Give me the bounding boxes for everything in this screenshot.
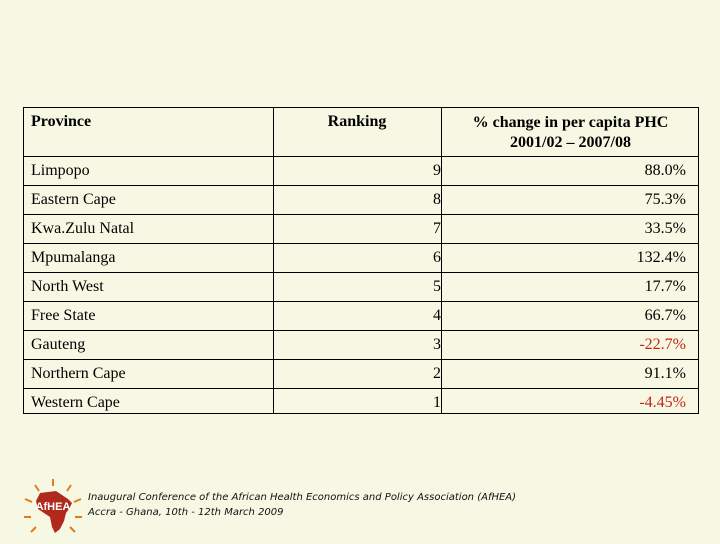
pct-change-cell: 91.1%	[644, 365, 686, 382]
pct-change-cell: 88.0%	[644, 162, 686, 179]
pct-change-cell: 66.7%	[644, 307, 686, 324]
province-cell: Eastern Cape	[31, 191, 116, 208]
conference-footer	[88, 490, 516, 520]
province-cell: Limpopo	[31, 162, 90, 179]
ranking-cell: 1	[433, 394, 441, 411]
footer-line1: Inaugural Conference of the African Health Economics and Policy Association (AfHEA)	[88, 492, 517, 503]
africa-map-icon	[22, 477, 84, 539]
table-row	[24, 388, 698, 417]
header-pct-line2: 2001/02 – 2007/08	[510, 134, 631, 151]
pct-change-cell: -22.7%	[639, 336, 686, 353]
table-row	[24, 330, 698, 359]
pct-change-cell: 33.5%	[644, 220, 686, 237]
phc-table	[23, 107, 699, 414]
table-row	[24, 272, 698, 301]
province-cell: North West	[31, 278, 104, 295]
table-row	[24, 185, 698, 214]
ranking-cell: 7	[433, 220, 441, 237]
logo-text: AfHEA	[35, 501, 71, 513]
pct-change-cell: 132.4%	[636, 249, 686, 266]
province-cell: Western Cape	[31, 394, 120, 411]
table-row	[24, 214, 698, 243]
ranking-cell: 2	[433, 365, 441, 382]
header-pct-change	[441, 113, 700, 153]
header-ranking: Ranking	[327, 113, 387, 130]
province-cell: Kwa.Zulu Natal	[31, 220, 135, 237]
province-cell: Free State	[31, 307, 96, 324]
table-row	[24, 359, 698, 388]
ranking-cell: 6	[433, 249, 441, 266]
ranking-cell: 9	[433, 162, 441, 179]
pct-change-cell: 75.3%	[644, 191, 686, 208]
ranking-cell: 4	[433, 307, 441, 324]
header-pct-line1: % change in per capita PHC	[472, 114, 669, 131]
pct-change-cell: 17.7%	[644, 278, 686, 295]
footer-line2: Accra - Ghana, 10th - 12th March 2009	[88, 507, 284, 518]
table-row	[24, 243, 698, 272]
ranking-cell: 8	[433, 191, 441, 208]
province-cell: Gauteng	[31, 336, 86, 353]
table-row	[24, 301, 698, 330]
province-cell: Mpumalanga	[31, 249, 116, 266]
ranking-cell: 3	[433, 336, 441, 353]
province-cell: Northern Cape	[31, 365, 126, 382]
header-province: Province	[31, 113, 92, 130]
pct-change-cell: -4.45%	[639, 394, 686, 411]
ranking-cell: 5	[433, 278, 441, 295]
africa-map-logo	[22, 477, 84, 539]
table-row	[24, 156, 698, 185]
